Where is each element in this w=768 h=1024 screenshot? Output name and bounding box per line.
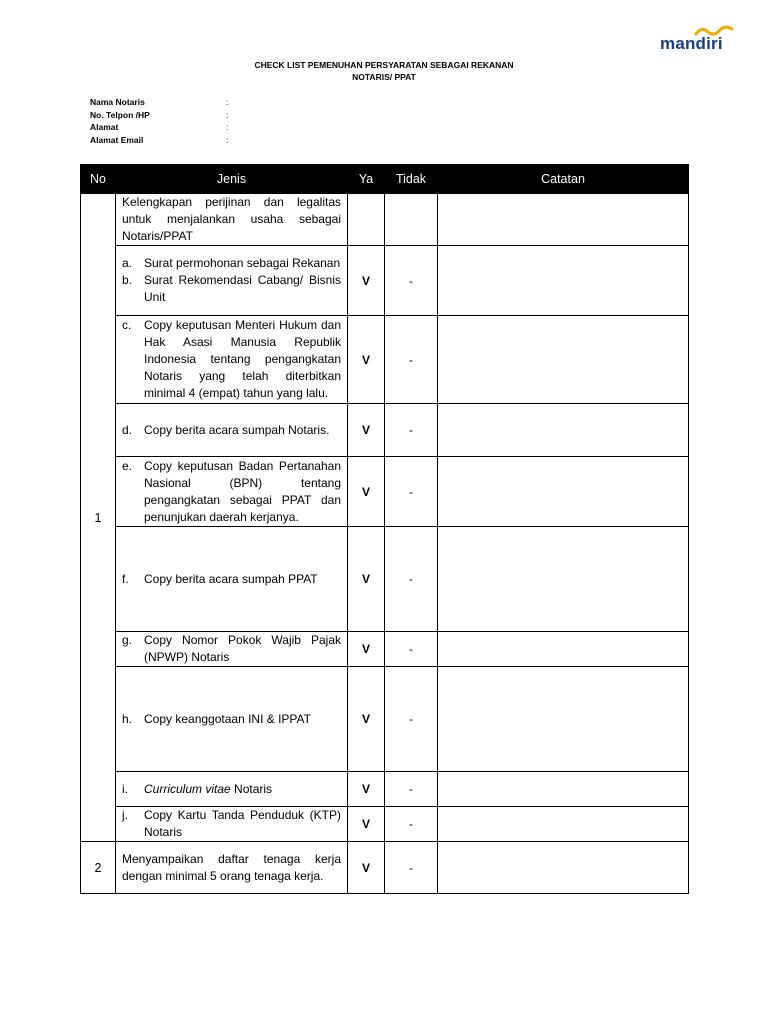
catatan-cell[interactable] bbox=[438, 457, 689, 527]
table-row bbox=[81, 404, 689, 457]
item-text: Surat permohonan sebagai Rekanan bbox=[144, 256, 341, 270]
jenis-cell: Menyampaikan daftar tenaga kerja dengan minimal 5 orang tenaga kerja. bbox=[116, 842, 348, 894]
jenis-cell bbox=[116, 807, 348, 842]
brand-name: mandiri bbox=[660, 34, 723, 53]
item-text-italic: Curriculum vitae bbox=[144, 781, 231, 796]
table-row bbox=[81, 527, 689, 632]
ya-cell[interactable]: V bbox=[348, 404, 385, 457]
item-letter: b. bbox=[122, 273, 133, 287]
item-text: Copy keputusan Badan Pertanahan Nasional (BPN) tentang pengangkatan sebagai PPAT dan penunjukan daerah kerjanya. bbox=[144, 458, 341, 524]
ya-cell[interactable]: V bbox=[348, 527, 385, 632]
list-item bbox=[122, 422, 341, 439]
jenis-cell bbox=[116, 527, 348, 632]
list-item bbox=[122, 781, 341, 798]
document-title-line2: NOTARIS/ PPAT bbox=[352, 72, 416, 82]
catatan-cell[interactable] bbox=[438, 632, 689, 667]
catatan-cell[interactable] bbox=[438, 404, 689, 457]
tidak-cell[interactable]: - bbox=[385, 667, 438, 772]
tidak-cell[interactable]: - bbox=[385, 246, 438, 316]
item-text: Copy keanggotaan INI & IPPAT bbox=[144, 711, 311, 726]
catatan-cell[interactable] bbox=[438, 527, 689, 632]
info-block bbox=[90, 96, 290, 146]
header-ya: Ya bbox=[348, 165, 385, 194]
checklist-table bbox=[80, 164, 689, 894]
info-row-nama bbox=[90, 96, 290, 109]
item-text: Copy berita acara sumpah PPAT bbox=[144, 571, 318, 586]
tidak-cell[interactable]: - bbox=[385, 807, 438, 842]
info-colon: : bbox=[226, 122, 229, 132]
table-row bbox=[81, 632, 689, 667]
item-text: Copy Kartu Tanda Penduduk (KTP) Notaris bbox=[144, 808, 341, 839]
tidak-cell[interactable]: - bbox=[385, 316, 438, 404]
info-colon: : bbox=[226, 109, 229, 120]
tidak-cell[interactable]: - bbox=[385, 527, 438, 632]
jenis-cell bbox=[116, 457, 348, 527]
ya-cell[interactable]: V bbox=[348, 246, 385, 316]
ya-cell[interactable]: V bbox=[348, 772, 385, 807]
document-title-line1: CHECK LIST PEMENUHAN PERSYARATAN SEBAGAI REKANAN bbox=[254, 60, 514, 70]
ya-cell[interactable]: V bbox=[348, 807, 385, 842]
item-text: Copy Nomor Pokok Wajib Pajak (NPWP) Notaris bbox=[144, 633, 341, 664]
header-jenis: Jenis bbox=[116, 165, 348, 194]
jenis-cell bbox=[116, 316, 348, 404]
tidak-cell[interactable]: - bbox=[385, 457, 438, 527]
jenis-cell bbox=[116, 667, 348, 772]
ya-cell[interactable]: V bbox=[348, 842, 385, 894]
table-row bbox=[81, 457, 689, 527]
list-item bbox=[122, 711, 341, 728]
tidak-cell[interactable]: - bbox=[385, 404, 438, 457]
row-number: 1 bbox=[81, 194, 116, 842]
item-letter: c. bbox=[122, 318, 132, 332]
table-row bbox=[81, 807, 689, 842]
ya-cell[interactable]: V bbox=[348, 316, 385, 404]
list-item bbox=[122, 571, 341, 588]
tidak-cell[interactable] bbox=[385, 194, 438, 246]
info-label: Alamat Email bbox=[90, 134, 144, 145]
mandiri-logo bbox=[660, 24, 732, 52]
catatan-cell[interactable] bbox=[438, 667, 689, 772]
jenis-cell bbox=[116, 246, 348, 316]
table-row bbox=[81, 842, 689, 894]
header-tidak: Tidak bbox=[385, 165, 438, 194]
ya-cell[interactable]: V bbox=[348, 632, 385, 667]
item-letter: d. bbox=[122, 422, 133, 437]
tidak-cell[interactable]: - bbox=[385, 842, 438, 894]
item-letter: i. bbox=[122, 781, 128, 796]
list-item bbox=[122, 458, 341, 526]
item-letter: g. bbox=[122, 633, 133, 647]
catatan-cell[interactable] bbox=[438, 316, 689, 404]
info-colon: : bbox=[226, 97, 229, 107]
catatan-cell[interactable] bbox=[438, 246, 689, 316]
table-header-row bbox=[81, 165, 689, 194]
catatan-cell[interactable] bbox=[438, 772, 689, 807]
catatan-cell[interactable] bbox=[438, 194, 689, 246]
list-item bbox=[122, 807, 341, 841]
row-number: 2 bbox=[81, 842, 116, 894]
jenis-cell bbox=[116, 404, 348, 457]
item-letter: e. bbox=[122, 458, 133, 473]
item-letter: a. bbox=[122, 256, 133, 270]
info-label: Alamat bbox=[90, 122, 119, 132]
item-text: Copy berita acara sumpah Notaris. bbox=[144, 422, 330, 437]
table-row bbox=[81, 667, 689, 772]
ya-cell[interactable] bbox=[348, 194, 385, 246]
item-letter: f. bbox=[122, 571, 129, 586]
header-no: No bbox=[81, 165, 116, 194]
tidak-cell[interactable]: - bbox=[385, 632, 438, 667]
list-item bbox=[122, 632, 341, 666]
jenis-cell bbox=[116, 772, 348, 807]
header-catatan: Catatan bbox=[438, 165, 689, 194]
item-text-rest: Notaris bbox=[230, 781, 273, 796]
list-item bbox=[122, 317, 341, 402]
item-text bbox=[144, 781, 341, 798]
tidak-cell[interactable]: - bbox=[385, 772, 438, 807]
table-row bbox=[81, 316, 689, 404]
info-row-email bbox=[90, 134, 290, 147]
table-row bbox=[81, 246, 689, 316]
jenis-cell bbox=[116, 632, 348, 667]
ya-cell[interactable]: V bbox=[348, 457, 385, 527]
item-text: Surat Rekomendasi Cabang/ Bisnis Unit bbox=[144, 273, 341, 304]
catatan-cell[interactable] bbox=[438, 842, 689, 894]
info-label: Nama Notaris bbox=[90, 97, 145, 107]
item-letter: j. bbox=[122, 808, 128, 822]
table-row bbox=[81, 772, 689, 807]
info-row-telpon bbox=[90, 109, 290, 122]
info-row-alamat bbox=[90, 121, 290, 134]
group-heading: Kelengkapan perijinan dan legalitas untuk menjalankan usaha sebagai Notaris/PPAT bbox=[116, 194, 348, 246]
item-text: Copy keputusan Menteri Hukum dan Hak Asasi Manusia Republik Indonesia tentang pengangkatan Notaris yang telah diterbitkan minimal 4 (empat) tahun yang lalu. bbox=[144, 318, 341, 400]
catatan-cell[interactable] bbox=[438, 807, 689, 842]
list-item bbox=[122, 255, 341, 272]
table-row bbox=[81, 194, 689, 246]
info-label: No. Telpon /HP bbox=[90, 109, 150, 120]
mandiri-wave-icon bbox=[694, 24, 734, 38]
info-colon: : bbox=[226, 134, 229, 145]
item-letter: h. bbox=[122, 711, 133, 726]
list-item bbox=[122, 272, 341, 306]
ya-cell[interactable]: V bbox=[348, 667, 385, 772]
